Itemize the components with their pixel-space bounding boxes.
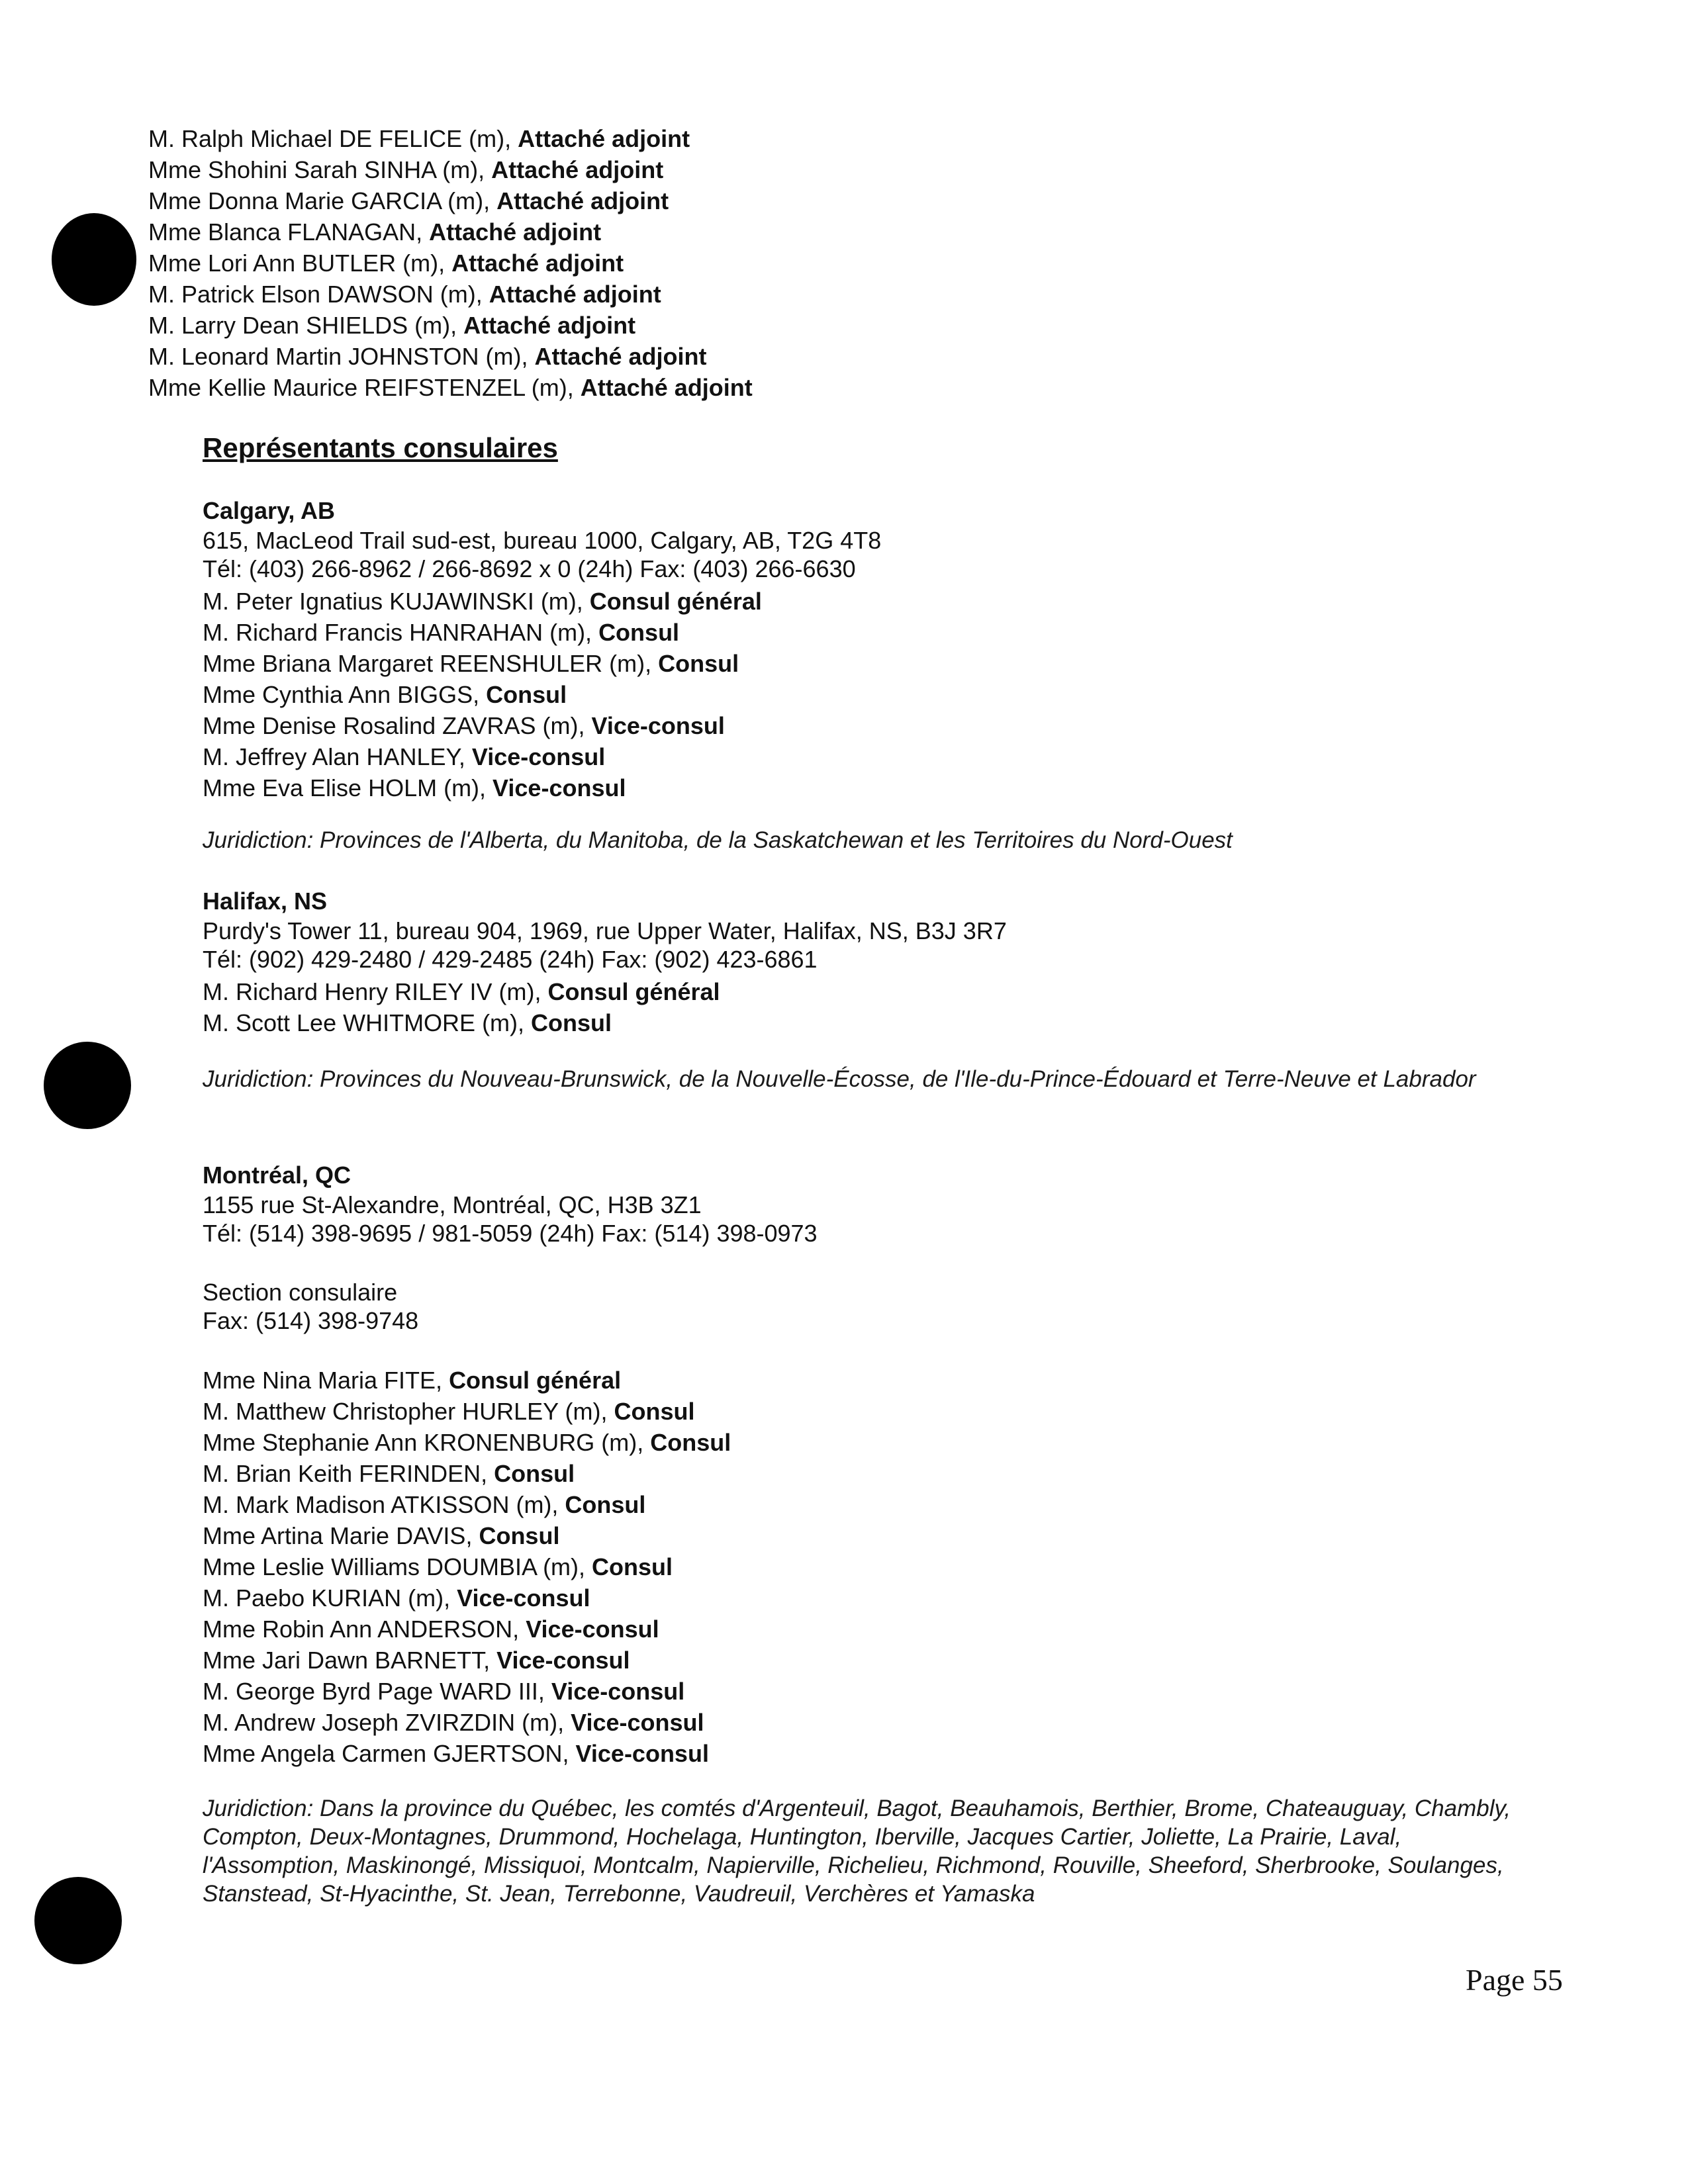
page-number: Page 55: [1466, 1963, 1563, 1997]
list-item: M. Andrew Joseph ZVIRZDIN (m), Vice-consul: [203, 1709, 704, 1736]
consulate-montreal: [203, 1160, 1526, 1908]
list-item: Mme Eva Elise HOLM (m), Vice-consul: [203, 774, 626, 801]
punch-hole-middle: [44, 1042, 131, 1129]
list-item: M. Ralph Michael DE FELICE (m), Attaché adjoint: [148, 125, 690, 152]
phone: Tél: (902) 429-2480 / 429-2485 (24h) Fax: (902) 423-6861: [203, 946, 818, 973]
phone: Tél: (403) 266-8962 / 266-8692 x 0 (24h) Fax: (403) 266-6630: [203, 555, 856, 582]
list-item: Mme Artina Marie DAVIS, Consul: [203, 1522, 560, 1549]
address: Purdy's Tower 11, bureau 904, 1969, rue Upper Water, Halifax, NS, B3J 3R7: [203, 917, 1007, 944]
jurisdiction: Juridiction: Provinces du Nouveau-Brunswick, de la Nouvelle-Écosse, de l'Ile-du-Prince-Édouard et Terre-Neuve et Labrador: [203, 1066, 1476, 1092]
list-item: M. Matthew Christopher HURLEY (m), Consul: [203, 1398, 695, 1425]
list-item: Mme Donna Marie GARCIA (m), Attaché adjoint: [148, 187, 669, 214]
list-item: M. Richard Henry RILEY IV (m), Consul général: [203, 978, 720, 1005]
list-item: M. Paebo KURIAN (m), Vice-consul: [203, 1584, 590, 1612]
list-item: M. Leonard Martin JOHNSTON (m), Attaché adjoint: [148, 343, 707, 370]
list-item: Mme Blanca FLANAGAN, Attaché adjoint: [148, 218, 602, 246]
list-item: Mme Lori Ann BUTLER (m), Attaché adjoint: [148, 250, 624, 277]
jurisdiction: Juridiction: Provinces de l'Alberta, du Manitoba, de la Saskatchewan et les Territoires du Nord-Ouest: [203, 827, 1233, 853]
list-item: Mme Shohini Sarah SINHA (m), Attaché adjoint: [148, 156, 664, 183]
section-label: Section consulaire: [203, 1279, 398, 1306]
section-heading: Représentants consulaires: [203, 432, 558, 463]
list-item: Mme Leslie Williams DOUMBIA (m), Consul: [203, 1553, 673, 1580]
list-item: Mme Robin Ann ANDERSON, Vice-consul: [203, 1615, 659, 1643]
punch-hole-bottom: [34, 1877, 122, 1964]
list-item: M. Larry Dean SHIELDS (m), Attaché adjoint: [148, 312, 636, 339]
list-item: Mme Briana Margaret REENSHULER (m), Consul: [203, 650, 739, 677]
list-item: M. Brian Keith FERINDEN, Consul: [203, 1460, 575, 1487]
list-item: Mme Angela Carmen GJERTSON, Vice-consul: [203, 1740, 709, 1767]
city-title: Halifax, NS: [203, 887, 328, 915]
address: 1155 rue St-Alexandre, Montréal, QC, H3B 3Z1: [203, 1191, 702, 1218]
section-fax: Fax: (514) 398-9748: [203, 1307, 419, 1334]
address: 615, MacLeod Trail sud-est, bureau 1000, Calgary, AB, T2G 4T8: [203, 527, 882, 554]
list-item: M. Jeffrey Alan HANLEY, Vice-consul: [203, 743, 606, 770]
city-title: Montréal, QC: [203, 1161, 352, 1189]
list-item: Mme Jari Dawn BARNETT, Vice-consul: [203, 1647, 630, 1674]
consulate-calgary: [203, 495, 1526, 855]
list-item: M. George Byrd Page WARD III, Vice-consul: [203, 1678, 685, 1705]
list-item: Mme Kellie Maurice REIFSTENZEL (m), Attaché adjoint: [148, 374, 753, 401]
list-item: M. Patrick Elson DAWSON (m), Attaché adjoint: [148, 281, 661, 308]
list-item: M. Richard Francis HANRAHAN (m), Consul: [203, 619, 680, 646]
list-item: Mme Denise Rosalind ZAVRAS (m), Vice-consul: [203, 712, 725, 739]
attache-list: [148, 123, 1472, 403]
punch-hole-top: [52, 213, 136, 306]
phone: Tél: (514) 398-9695 / 981-5059 (24h) Fax: (514) 398-0973: [203, 1220, 818, 1247]
consulate-halifax: [203, 886, 1513, 1095]
list-item: M. Peter Ignatius KUJAWINSKI (m), Consul général: [203, 588, 762, 615]
list-item: Mme Stephanie Ann KRONENBURG (m), Consul: [203, 1429, 731, 1456]
list-item: M. Mark Madison ATKISSON (m), Consul: [203, 1491, 646, 1518]
city-title: Calgary, AB: [203, 497, 336, 524]
list-item: M. Scott Lee WHITMORE (m), Consul: [203, 1009, 612, 1036]
list-item: Mme Cynthia Ann BIGGS, Consul: [203, 681, 567, 708]
jurisdiction: Juridiction: Dans la province du Québec, les comtés d'Argenteuil, Bagot, Beauhamois, Berthier, Brome, Chateauguay, Chambly, Compton, Deux-Montagnes, Drummond, Hochelaga, Huntington, Iberville, Jacques Cartier, Joliette, La Prairie, Laval, l'Assomption, Maskinongé, Missiquoi, Montcalm, Napierville, Richelieu, Richmond, Rouville, Sheeford, Sherbrooke, Soulanges, Stanstead, St-Hyacinthe, St. Jean, Terrebonne, Vaudreuil, Verchères et Yamaska: [203, 1796, 1511, 1907]
list-item: Mme Nina Maria FITE, Consul général: [203, 1367, 622, 1394]
